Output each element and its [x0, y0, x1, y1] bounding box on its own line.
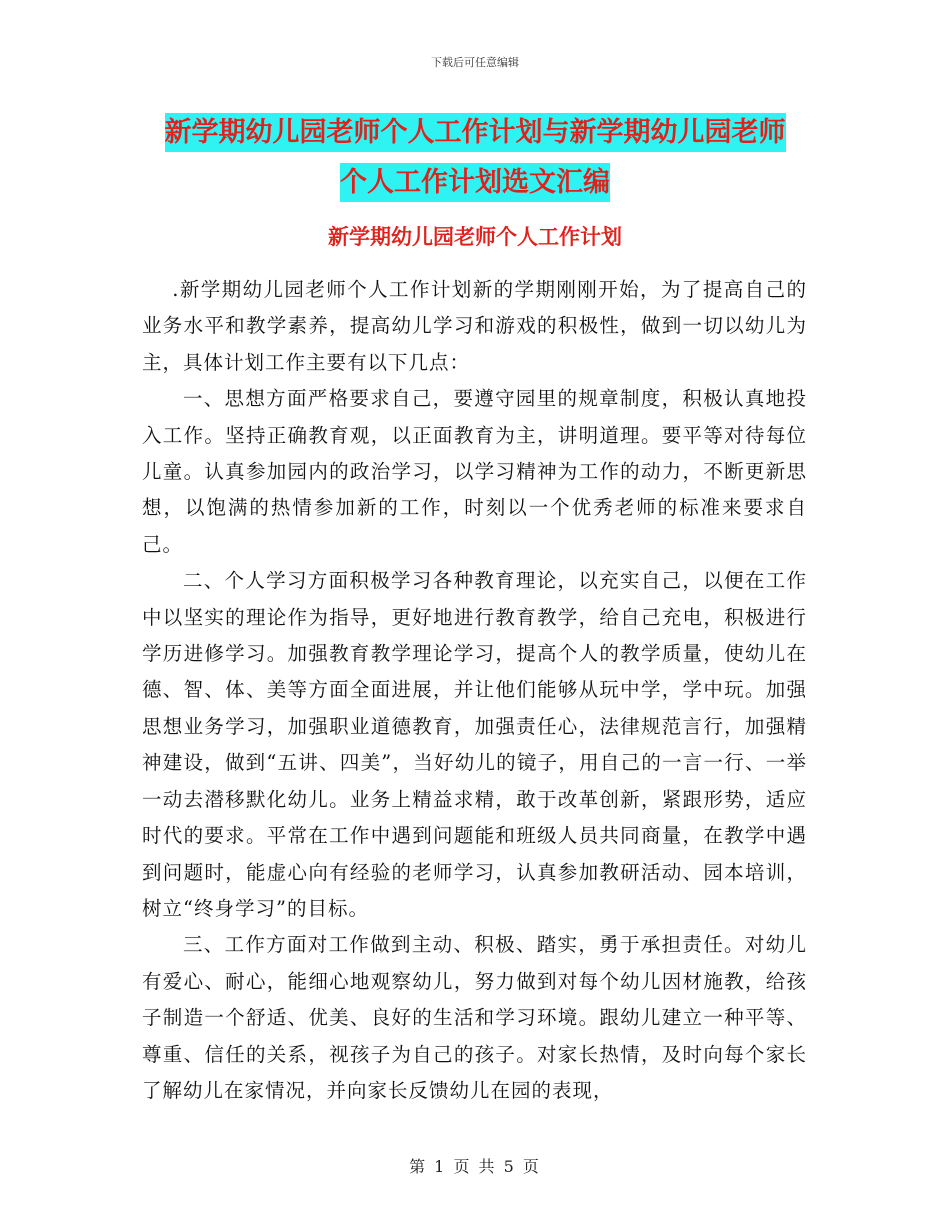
paragraph-intro: .新学期幼儿园老师个人工作计划新的学期刚刚开始，为了提高自己的业务水平和教学素养，提高幼儿学习和游戏的积极性，做到一切以幼儿为主，具体计划工作主要有以下几点： — [142, 278, 807, 374]
paragraph-ideology: 一、思想方面严格要求自己，要遵守园里的规章制度，积极认真地投入工作。坚持正确教育观，以正面教育为主，讲明道理。要平等对待每位儿童。认真参加园内的政治学习，以学习精神为工作的动力，不断更新思想，以饱满的热情参加新的工作，时刻以一个优秀老师的标准来要求自己。 — [142, 387, 807, 556]
document-title-line-1: 新学期幼儿园老师个人工作计划与新学期幼儿园老师 — [165, 113, 786, 152]
header-note: 下载后可任意编辑 — [431, 56, 519, 69]
paragraph-work: 三、工作方面对工作做到主动、积极、踏实，勇于承担责任。对幼儿有爱心、耐心，能细心地观察幼儿，努力做到对每个幼儿因材施教，给孩子制造一个舒适、优美、良好的生活和学习环境。跟幼儿建立一种平等、尊重、信任的关系，视孩子为自己的孩子。对家长热情，及时向每个家长了解幼儿在家情况，并向家长反馈幼儿在园的表现， — [142, 933, 807, 1102]
section-title: 新学期幼儿园老师个人工作计划 — [328, 225, 622, 249]
document-title — [0, 108, 950, 208]
document-body — [142, 272, 807, 1109]
paragraph-study: 二、个人学习方面积极学习各种教育理论，以充实自己，以便在工作中以坚实的理论作为指导，更好地进行教育教学，给自己充电，积极进行学历进修学习。加强教育教学理论学习，提高个人的教学质量，使幼儿在德、智、体、美等方面全面进展，并让他们能够从玩中学，学中玩。加强思想业务学习，加强职业道德教育，加强责任心，法律规范言行，加强精神建设，做到“五讲、四美”，当好幼儿的镜子，用自己的一言一行、一举一动去潜移默化幼儿。业务上精益求精，敢于改革创新，紧跟形势，适应时代的要求。平常在工作中遇到问题能和班级人员共同商量，在教学中遇到问题时，能虚心向有经验的老师学习，认真参加教研活动、园本培训，树立“终身学习”的目标。 — [142, 569, 807, 920]
document-title-line-2: 个人工作计划选文汇编 — [340, 163, 610, 202]
page-footer: 第 1 页 共 5 页 — [409, 1157, 541, 1176]
